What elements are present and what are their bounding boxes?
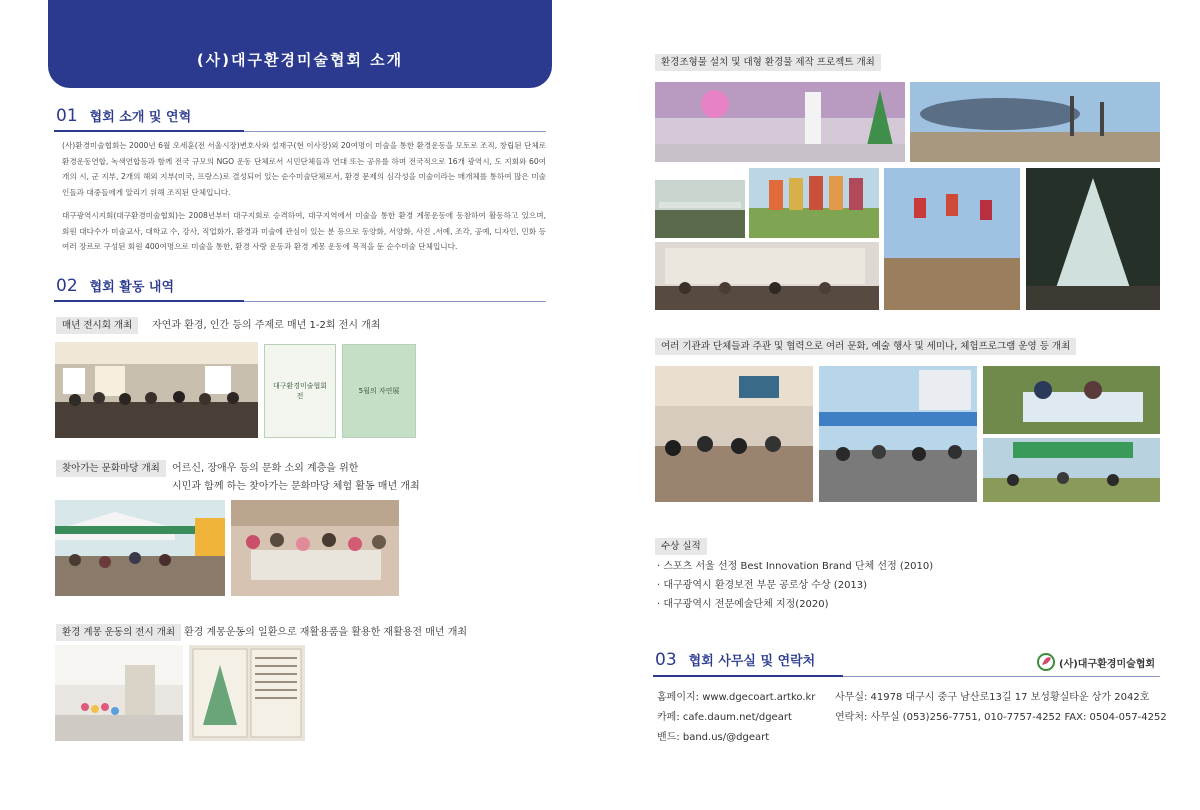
activity1-desc: 자연과 환경, 인간 등의 주제로 매년 1-2회 전시 개최 [152,320,381,331]
section1-underline [54,130,244,132]
activity3-desc: 환경 계몽운동의 일환으로 재활용품을 활용한 재활용전 매년 개최 [184,627,468,638]
exhibition-photo [55,342,258,438]
page-banner [48,0,552,88]
band-info: 밴드: band.us/@dgeart [657,732,770,743]
installation-photo-2 [910,82,1160,162]
installation-photo-7 [1026,168,1160,310]
catalog-cover-2 [342,344,416,438]
association-logo [1036,652,1155,672]
section3-underline [653,675,843,677]
catalog-cover-1-title: 대구환경미술협회전 [272,382,328,400]
cultural-program-tag: 여러 기관과 단체들과 주관 및 협력으로 여러 문화, 예술 행사 및 세미나, 체험프로그램 운영 등 개최 [655,338,1076,355]
section2-number: 02 [56,276,78,296]
section1-number: 01 [56,106,78,126]
catalog-cover-2-title: 5월의 자연展 [358,387,400,395]
intro-paragraph-2: 대구광역시지회(대구환경미술협회)는 2008년부터 대구지회로 승격하여, 대구지역에서 미술을 통한 환경 계몽운동에 동참하여 활동하고 있으며, 회원 대다수가 미술교사, 대학교 수, 강사, 직업화가, 환경과 미술에 관심이 있는 분 등으로 동양화, 서양화, 사진 ,서예, 조각, 공예, 디자인, 민화 등 여러 장르로 구성된 회원 400여명으로 미술을 통한, 환경 사랑 운동과 환경 계몽 운동에 목적을 둔 순수미술 단체입니다. [62,211,546,251]
recycle-exhibition-photo [55,645,183,741]
activity2-desc-line1: 어르신, 장애우 등의 문화 소외 계층을 위한 [172,463,359,474]
installation-tag: 환경조형물 설치 및 대형 환경물 제작 프로젝트 개최 [655,54,881,71]
culture-workshop-photo [231,500,399,596]
section3-title: 협회 사무실 및 연락처 [688,654,816,669]
awards-tag: 수상 실적 [655,538,707,555]
leaf-logo-icon [1036,652,1056,672]
section3-header [655,650,815,670]
logo-text: (사)대구환경미술협회 [1059,658,1156,670]
activity2-desc-line2: 시민과 함께 하는 찾아가는 문화마당 체험 활동 매년 개최 [172,481,420,492]
installation-photo-5 [655,242,879,310]
activity1-tag: 매년 전시회 개최 [56,317,138,334]
award-item-2: · 대구광역시 환경보전 부문 공로상 수상 (2013) [657,580,868,591]
section2-title: 협회 활동 내역 [89,280,175,295]
program-photo-3 [983,366,1160,434]
section2-underline [54,300,244,302]
recycle-poster-photo [189,645,305,741]
phone-info: 연락처: 사무실 (053)256-7751, 010-7757-4252 FAX: 0504-057-4252 [835,712,1167,723]
award-item-1: · 스포츠 서울 선정 Best Innovation Brand 단체 선정 (2010) [657,561,934,572]
activity2-tag: 찾아가는 문화마당 개최 [56,460,166,477]
catalog-cover-1 [264,344,336,438]
section1-title: 협회 소개 및 연혁 [89,110,192,125]
installation-photo-3 [655,180,745,238]
section1-rule [244,131,546,132]
installation-photo-6 [884,168,1020,310]
installation-photo-1 [655,82,905,162]
program-photo-2 [819,366,977,502]
program-photo-1 [655,366,813,502]
banner-title: (사)대구환경미술협회 소개 [196,50,404,69]
award-item-3: · 대구광역시 전문예술단체 지정(2020) [657,599,829,610]
activity3-tag: 환경 계몽 운동의 전시 개최 [56,624,181,641]
section3-number: 03 [655,650,677,670]
section3-rule [843,676,1160,677]
intro-paragraph-1: (사)환경미술협회는 2000년 6월 오세훈(전 서울시장)변호사와 설재구(현 이사장)외 20여명이 미술을 통한 환경운동을 모토로 조직, 창립된 단체로 환경운동연합, 녹색연합등과 함께 전국 규모의 NGO 운동 단체로서 시민단체들과 연대 또는 공유를 하며 전국적으로 16개 광역시, 도 지회와 60여개의 시, 군 지부, 2개의 해외 지부(미국, 프랑스)로 결성되어 있는 순수미술단체로서, 환경 문제의 심각성을 미술이라는 매개체를 통하여 많은 미술인들과 대중들에게 알리기 위해 조직된 단체입니다. [62,141,546,197]
section2-rule [244,301,546,302]
program-photo-4 [983,438,1160,502]
section1-header [56,106,191,126]
section2-header [56,276,174,296]
culture-event-photo [55,500,225,596]
homepage-info: 홈페이지: www.dgecoart.artko.kr [657,692,816,703]
cafe-info: 카페: cafe.daum.net/dgeart [657,712,792,723]
installation-photo-4 [749,168,879,238]
office-address: 사무실: 41978 대구시 중구 남산로13길 17 보성황실타운 상가 2042호 [835,692,1150,703]
